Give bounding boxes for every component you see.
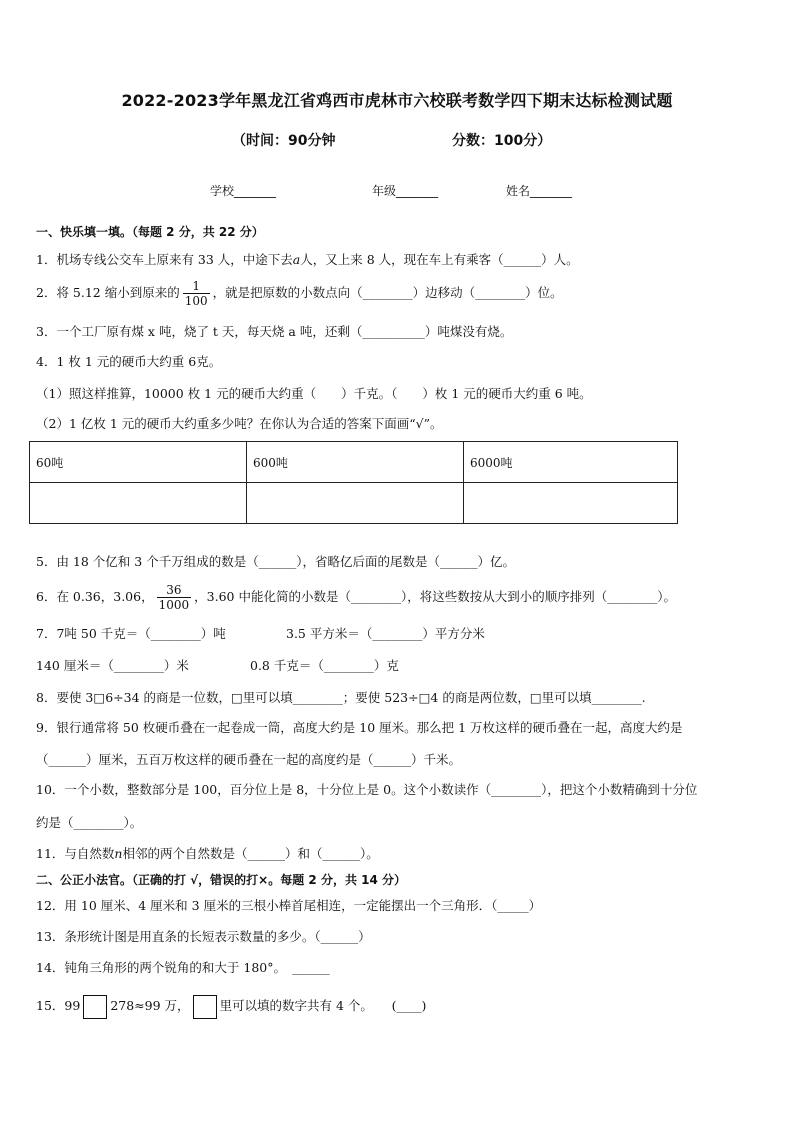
question-7a: 7．7吨 50 千克＝（________）吨 xyxy=(36,626,226,641)
question-1: 1．机场专线公交车上原来有 33 人，中途下去𝑎人，又上来 8 人，现在车上有乘客（______）人。 xyxy=(36,252,579,267)
fraction-numerator: 36 xyxy=(157,583,192,598)
question-9-line-1: 9．银行通常将 50 枚硬币叠在一起卷成一筒，高度大约是 10 厘米。那么把 1 万枚这样的硬币叠在一起，高度大约是 xyxy=(36,720,683,735)
question-6 xyxy=(36,580,676,614)
question-4: 4．1 枚 1 元的硬币大约重 6克。 xyxy=(36,354,222,369)
question-13: 13．条形统计图是用直条的长短表示数量的多少。（______） xyxy=(36,929,371,944)
question-7c: 140 厘米＝（________）米 xyxy=(36,658,189,673)
page-title: 2022-2023学年黑龙江省鸡西市虎林市六校联考数学四下期末达标检测试题 xyxy=(121,91,673,110)
question-4-part-2: （2）1 亿枚 1 元的硬币大约重多少吨？在你认为合适的答案下面画“√”。 xyxy=(36,416,443,431)
question-7d: 0.8 千克＝（________）克 xyxy=(250,658,399,673)
question-11: 11．与自然数𝑛相邻的两个自然数是（______）和（______）。 xyxy=(36,846,379,861)
table-header-row xyxy=(30,442,678,483)
fraction-numerator: 1 xyxy=(183,279,210,294)
total-score: 分数：100分） xyxy=(452,133,552,149)
question-3: 3．一个工厂原有煤 x 吨，烧了 t 天，每天烧 a 吨，还剩（__________）吨煤没有烧。 xyxy=(36,324,513,339)
answer-cell[interactable] xyxy=(30,483,247,524)
question-4-part-1: （1）照这样推算，10000 枚 1 元的硬币大约重（ ）千克。（ ）枚 1 元的硬币大约重 6 吨。 xyxy=(36,386,592,401)
answer-cell[interactable] xyxy=(464,483,678,524)
question-7b: 3.5 平方米＝（________）平方分米 xyxy=(286,626,485,641)
question-10-line-2: 约是（________）。 xyxy=(36,815,143,830)
question-6-lead: 6．在 0.36，3.06， xyxy=(36,589,154,604)
question-7-row-1 xyxy=(36,626,485,642)
fraction-1-100 xyxy=(183,279,210,308)
blank-box[interactable] xyxy=(83,995,107,1019)
question-9-line-2: （______）厘米，五百万枚这样的硬币叠在一起的高度约是（______）千米。 xyxy=(36,752,462,767)
question-2 xyxy=(36,276,563,310)
question-15-mid: 278≈99 万， xyxy=(110,998,190,1013)
answer-cell[interactable] xyxy=(247,483,464,524)
fraction-36-1000 xyxy=(157,583,192,612)
table-cell-600: 600吨 xyxy=(247,442,464,483)
question-15-rest: 里可以填的数字共有 4 个。 (____) xyxy=(219,998,427,1013)
name-field: 姓名_______ xyxy=(506,184,573,198)
fraction-denominator: 1000 xyxy=(158,598,190,612)
school-field: 学校_______ xyxy=(210,184,277,198)
question-2-lead: 2．将 5.12 缩小到原来的 xyxy=(36,285,180,300)
answer-table xyxy=(29,441,678,524)
time-limit: （时间：90分钟 xyxy=(232,133,336,149)
question-14: 14．钝角三角形的两个锐角的和大于 180°。 ______ xyxy=(36,960,330,975)
question-8: 8．要使 3□6÷34 的商是一位数，□里可以填________；要使 523÷□4 的商是两位数，□里可以填________. xyxy=(36,690,646,705)
table-answer-row xyxy=(30,483,678,524)
question-10-line-1: 10．一个小数，整数部分是 100，百分位上是 8，十分位上是 0。这个小数读作（________），把这个小数精确到十分位 xyxy=(36,782,698,797)
table-cell-60: 60吨 xyxy=(30,442,247,483)
section-1-heading: 一、快乐填一填。（每题 2 分，共 22 分） xyxy=(36,225,264,239)
blank-box[interactable] xyxy=(193,995,217,1019)
table-cell-6000: 6000吨 xyxy=(464,442,678,483)
question-5: 5．由 18 个亿和 3 个千万组成的数是（______），省略亿后面的尾数是（______）亿。 xyxy=(36,554,515,569)
question-6-rest: ，3.60 中能化简的小数是（________），将这些数按从大到小的顺序排列（________）。 xyxy=(194,589,676,604)
question-12: 12．用 10 厘米、4 厘米和 3 厘米的三根小棒首尾相连，一定能摆出一个三角形．（_____） xyxy=(36,898,542,913)
question-15 xyxy=(36,992,426,1020)
question-2-rest: ，就是把原数的小数点向（________）边移动（________）位。 xyxy=(212,285,563,300)
grade-field: 年级_______ xyxy=(372,184,439,198)
question-15-lead: 15．99 xyxy=(36,998,81,1013)
section-2-heading: 二、公正小法官。（正确的打 √，错误的打×。每题 2 分，共 14 分） xyxy=(36,873,406,887)
fraction-denominator: 100 xyxy=(184,294,208,308)
question-7-row-2 xyxy=(36,658,399,674)
